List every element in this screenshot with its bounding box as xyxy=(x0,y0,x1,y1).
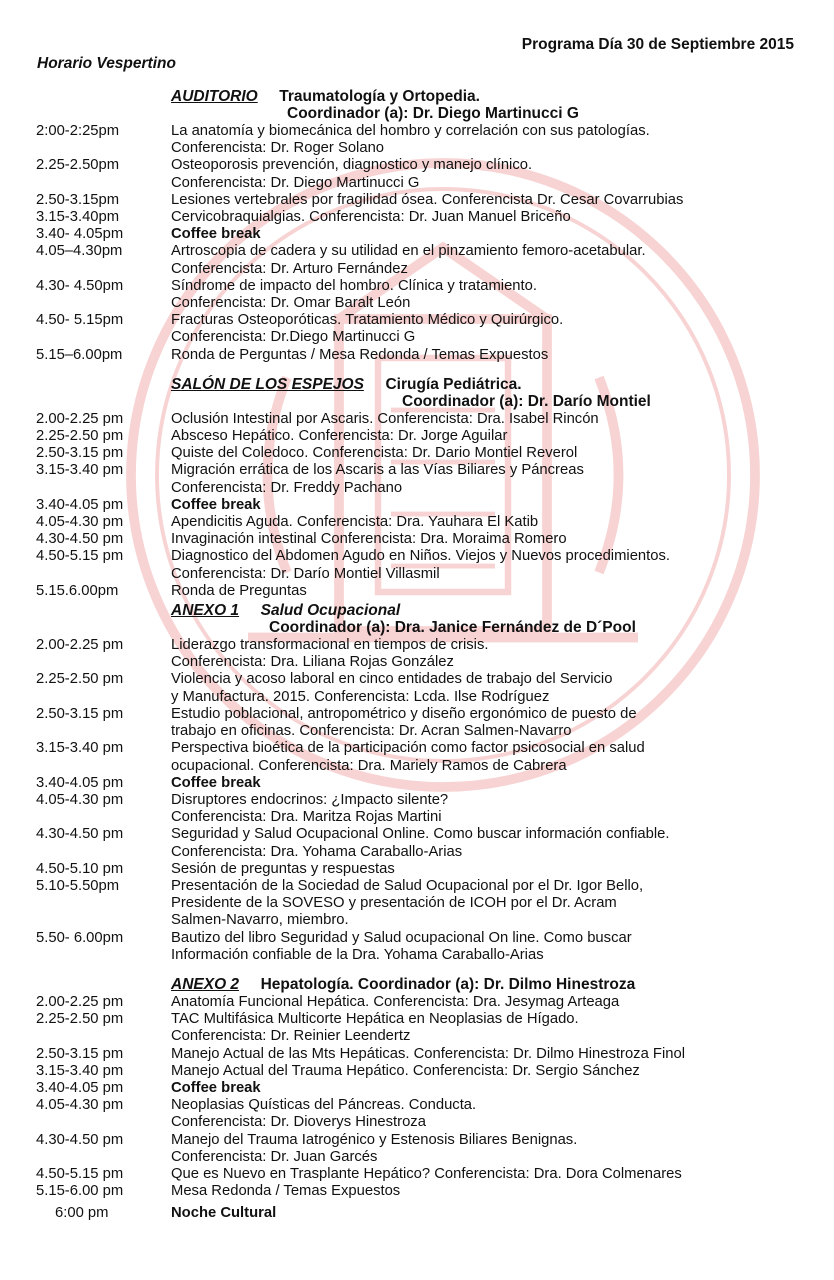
session-time: 2.50-3.15 pm xyxy=(36,1045,124,1062)
session-time: 4.30-4.50 pm xyxy=(36,826,124,843)
session-time: 4.30-4.50 pm xyxy=(36,531,124,548)
session-row xyxy=(0,826,834,860)
session-row xyxy=(0,347,834,364)
session-time: 2.50-3.15 pm xyxy=(36,705,124,722)
session-description: Manejo del Trauma Iatrogénico y Estenosis Biliares Benignas. Conferencista: Dr. Juan Garcés xyxy=(171,1131,578,1165)
section-header xyxy=(0,88,834,123)
session-row xyxy=(0,1097,834,1131)
session-description: Liderazgo transformacional en tiempos de crisis. Conferencista: Dra. Liliana Rojas González xyxy=(171,637,489,671)
session-highlight: Coffee break xyxy=(171,1079,261,1096)
session-time: 2.00-2.25 pm xyxy=(36,993,124,1010)
session-row xyxy=(0,123,834,157)
session-row xyxy=(0,428,834,445)
session-row xyxy=(0,861,834,878)
session-description: Perspectiva bioética de la participación como factor psicosocial en salud ocupacional. Conferencista: Dra. Mariely Ramos de Cabrera xyxy=(171,740,645,774)
session-time: 2.25-2.50 pm xyxy=(36,428,124,445)
session-time: 5.15–6.00pm xyxy=(36,346,123,363)
session-time: 4.50-5.15 pm xyxy=(36,1165,124,1182)
session-row xyxy=(0,411,834,428)
session-description: Anatomía Funcional Hepática. Conferencista: Dra. Jesymag Arteaga xyxy=(171,993,620,1010)
section-1 xyxy=(0,88,834,364)
session-row xyxy=(0,775,834,792)
session-description: Neoplasias Quísticas del Páncreas. Conducta. Conferencista: Dr. Dioverys Hinestroza xyxy=(171,1097,477,1131)
session-row xyxy=(0,994,834,1011)
session-description: Cervicobraquialgias. Conferencista: Dr. Juan Manuel Briceño xyxy=(171,209,571,226)
session-row xyxy=(0,1183,834,1200)
session-time: 6:00 pm xyxy=(55,1205,109,1222)
session-row xyxy=(0,637,834,671)
section-3 xyxy=(0,602,834,964)
session-time: 3.15-3.40 pm xyxy=(36,1062,124,1079)
specialty-title: Traumatología y Ortopedia. xyxy=(279,88,480,105)
session-time: 4.30-4.50 pm xyxy=(36,1131,124,1148)
session-description: Artroscopia de cadera y su utilidad en el pinzamiento femoro-acetabular. Conferencista: Dr. Arturo Fernández xyxy=(171,243,646,277)
session-highlight: Noche Cultural xyxy=(171,1205,277,1222)
room-name: ANEXO 2 xyxy=(171,975,240,993)
session-description: Invaginación intestinal Conferencista: Dra. Moraima Romero xyxy=(171,531,567,548)
session-highlight: Coffee break xyxy=(171,226,261,243)
section-5 xyxy=(0,1205,834,1222)
session-row xyxy=(0,706,834,740)
coordinator: Coordinador (a): Dr. Diego Martinucci G xyxy=(287,105,579,122)
session-description: Estudio poblacional, antropométrico y diseño ergonómico de puesto de trabajo en oficinas. Conferencista: Dr. Acran Salmen-Navarro xyxy=(171,705,637,740)
session-time: 4.30- 4.50pm xyxy=(36,277,124,294)
session-row xyxy=(0,278,834,312)
session-row xyxy=(0,1132,834,1166)
specialty-title: Cirugía Pediátrica. xyxy=(385,375,522,393)
session-time: 3.40-4.05 pm xyxy=(36,496,124,513)
session-time: 5.15.6.00pm xyxy=(36,582,119,599)
session-time: 3.15-3.40 pm xyxy=(36,462,124,479)
session-row xyxy=(0,192,834,209)
session-row xyxy=(0,445,834,462)
session-row xyxy=(0,514,834,531)
room-name: AUDITORIO xyxy=(171,88,258,105)
session-row xyxy=(0,209,834,226)
session-description: Que es Nuevo en Trasplante Hepático? Conferencista: Dra. Dora Colmenares xyxy=(171,1165,682,1182)
session-time: 3.40-4.05 pm xyxy=(36,774,124,791)
page-subtitle: Horario Vespertino xyxy=(37,55,176,72)
session-description: Síndrome de impacto del hombro. Clínica y tratamiento. Conferencista: Dr. Omar Baralt León xyxy=(171,277,537,312)
section-header xyxy=(0,976,834,994)
section-2 xyxy=(0,376,834,600)
session-description: Ronda de Preguntas xyxy=(171,582,307,599)
session-time: 4.50- 5.15pm xyxy=(36,312,124,329)
coordinator: Coordinador (a): Dra. Janice Fernández de D´Pool xyxy=(269,619,636,637)
session-time: 5.50- 6.00pm xyxy=(36,929,124,946)
session-time: 2.00-2.25 pm xyxy=(36,637,124,654)
session-time: 2.25-2.50 pm xyxy=(36,1011,124,1028)
session-description: Diagnostico del Abdomen Agudo en Niños. Viejos y Nuevos procedimientos. Conferencista: Dr. Darío Montiel Villasmil xyxy=(171,548,671,582)
session-time: 2.25-2.50 pm xyxy=(36,671,124,688)
session-description: Ronda de Perguntas / Mesa Redonda / Temas Expuestos xyxy=(171,346,549,363)
session-description: Sesión de preguntas y respuestas xyxy=(171,860,395,877)
session-time: 2.50-3.15pm xyxy=(36,191,120,208)
session-description: Manejo Actual del Trauma Hepático. Conferencista: Dr. Sergio Sánchez xyxy=(171,1062,640,1079)
session-row xyxy=(0,583,834,600)
room-name: SALÓN DE LOS ESPEJOS xyxy=(171,375,364,393)
session-time: 2.25-2.50pm xyxy=(36,157,120,174)
session-description: Quiste del Coledoco. Conferencista: Dr. Dario Montiel Reverol xyxy=(171,445,578,462)
session-description: Osteoporosis prevención, diagnostico y manejo clínico. Conferencista: Dr. Diego Martinucci G xyxy=(171,157,533,191)
session-description: Migración errática de los Ascaris a las Vías Biliares y Páncreas Conferencista: Dr. Freddy Pachano xyxy=(171,462,584,496)
session-time: 3.15-3.40 pm xyxy=(36,740,124,757)
session-row xyxy=(0,243,834,277)
session-row xyxy=(0,878,834,930)
schedule xyxy=(0,88,834,1223)
session-time: 3.40-4.05 pm xyxy=(36,1079,124,1096)
session-time: 4.50-5.15 pm xyxy=(36,548,124,565)
specialty-title: Salud Ocupacional xyxy=(260,602,401,620)
session-row xyxy=(0,312,834,346)
session-time: 4.05-4.30 pm xyxy=(36,514,124,531)
session-row xyxy=(0,157,834,191)
session-description: TAC Multifásica Multicorte Hepática en Neoplasias de Hígado. Conferencista: Dr. Reinier Leendertz xyxy=(171,1011,579,1045)
coordinator: Coordinador (a): Dr. Darío Montiel xyxy=(402,392,651,410)
session-description: Absceso Hepático. Conferencista: Dr. Jorge Aguilar xyxy=(171,428,508,445)
session-row xyxy=(0,671,834,705)
session-time: 4.05-4.30 pm xyxy=(36,791,124,808)
session-description: Manejo Actual de las Mts Hepáticas. Conferencista: Dr. Dilmo Hinestroza Finol xyxy=(171,1045,685,1062)
session-time: 3.40- 4.05pm xyxy=(36,226,124,243)
session-time: 4.50-5.10 pm xyxy=(36,860,124,877)
session-description: Seguridad y Salud Ocupacional Online. Como buscar información confiable. Conferencista: Dra. Yohama Caraballo-Arias xyxy=(171,826,670,860)
session-row xyxy=(0,497,834,514)
session-row xyxy=(0,462,834,496)
session-row xyxy=(0,1080,834,1097)
session-description: Mesa Redonda / Temas Expuestos xyxy=(171,1183,401,1200)
session-description: La anatomía y biomecánica del hombro y correlación con sus patologías. Conferencista: Dr. Roger Solano xyxy=(171,123,650,157)
session-time: 2.50-3.15 pm xyxy=(36,445,124,462)
session-time: 5.15-6.00 pm xyxy=(36,1183,124,1200)
session-row xyxy=(0,548,834,582)
session-row xyxy=(0,1063,834,1080)
specialty-title: Hepatología. Coordinador (a): Dr. Dilmo Hinestroza xyxy=(260,975,636,993)
session-description: Presentación de la Sociedad de Salud Ocupacional por el Dr. Igor Bello, Presidente de la SOVESO y presentación de ICOH por el Dr. Acram Salmen-Navarro, miembro. xyxy=(171,877,644,929)
session-row xyxy=(0,740,834,774)
session-time: 2:00-2:25pm xyxy=(36,123,120,139)
session-row xyxy=(0,1046,834,1063)
session-row xyxy=(0,1011,834,1045)
session-row xyxy=(0,792,834,826)
session-row xyxy=(0,1205,834,1222)
session-time: 2.00-2.25 pm xyxy=(36,410,124,427)
section-header xyxy=(0,602,834,637)
session-highlight: Coffee break xyxy=(171,774,261,791)
section-header xyxy=(0,376,834,411)
session-row xyxy=(0,531,834,548)
session-description: Apendicitis Aguda. Conferencista: Dra. Yauhara El Katib xyxy=(171,514,539,531)
session-description: Oclusión Intestinal por Ascaris. Conferencista: Dra. Isabel Rincón xyxy=(171,410,599,427)
session-time: 4.05-4.30 pm xyxy=(36,1097,124,1114)
session-description: Violencia y acoso laboral en cinco entidades de trabajo del Servicio y Manufactura. 2015. Conferencista: Lcda. Ilse Rodríguez xyxy=(171,671,613,705)
session-description: Fracturas Osteoporóticas. Tratamiento Médico y Quirúrgico. Conferencista: Dr.Diego Martinucci G xyxy=(171,312,564,346)
session-row xyxy=(0,226,834,243)
section-4 xyxy=(0,976,834,1200)
session-time: 5.10-5.50pm xyxy=(36,877,120,894)
room-name: ANEXO 1 xyxy=(171,602,240,620)
page-title: Programa Día 30 de Septiembre 2015 xyxy=(521,36,794,53)
session-description: Bautizo del libro Seguridad y Salud ocupacional On line. Como buscar Información confiable de la Dra. Yohama Caraballo-Arias xyxy=(171,929,632,963)
session-description: Lesiones vertebrales por fragilidad ósea. Conferencista Dr. Cesar Covarrubias xyxy=(171,191,684,208)
session-row xyxy=(0,930,834,964)
session-time: 3.15-3.40pm xyxy=(36,209,120,226)
session-description: Disruptores endocrinos: ¿Impacto silente? Conferencista: Dra. Maritza Rojas Martini xyxy=(171,791,449,826)
session-row xyxy=(0,1166,834,1183)
session-time: 4.05–4.30pm xyxy=(36,243,123,260)
session-highlight: Coffee break xyxy=(171,496,261,513)
